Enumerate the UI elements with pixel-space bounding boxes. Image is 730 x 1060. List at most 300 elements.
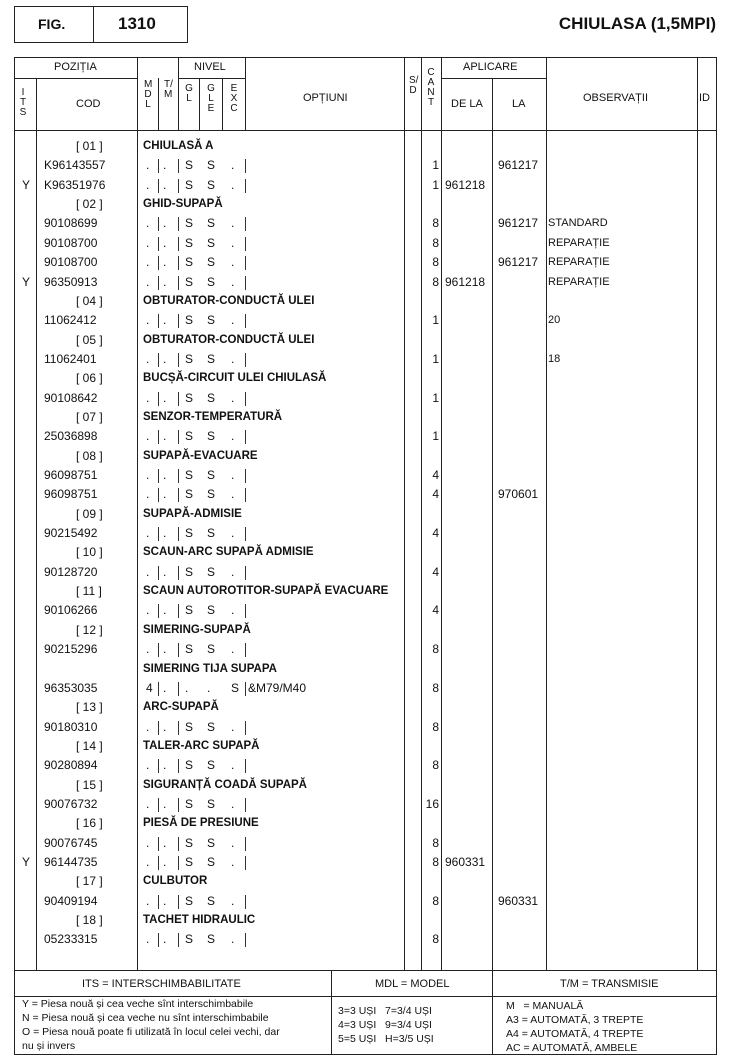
legend-its-line: nu și invers [22, 1040, 76, 1052]
tm-value: . [163, 758, 167, 773]
cell-divider [158, 856, 159, 870]
cant-value: 8 [432, 642, 439, 657]
part-code: 96098751 [44, 487, 98, 502]
cant-value: 1 [432, 429, 439, 444]
position-number: [ 14 ] [76, 738, 103, 753]
part-code: 90076745 [44, 835, 98, 850]
cant-value: 1 [432, 390, 439, 405]
cant-value: 8 [432, 893, 439, 908]
gle-value: S [207, 603, 216, 618]
cell-divider [178, 488, 179, 502]
tm-value: . [163, 158, 167, 173]
gle-value: S [207, 216, 216, 231]
cell-divider [245, 643, 246, 657]
gle-value: S [207, 313, 216, 328]
cell-divider [178, 430, 179, 444]
tm-value: . [163, 835, 167, 850]
mdl-value: . [146, 564, 150, 579]
part-code: 90409194 [44, 893, 98, 908]
group-name: SIMERING-SUPAPĂ [143, 623, 251, 636]
exc-value: . [231, 487, 235, 502]
mdl-value: . [146, 274, 150, 289]
exc-value: . [231, 313, 235, 328]
cell-divider [245, 798, 246, 812]
tm-value: . [163, 526, 167, 540]
legend-its-line: O = Piesa nouă poate fi utilizată în locul celei vechi, dar [22, 1026, 280, 1038]
mdl-value: . [146, 603, 150, 618]
group-name: SIMERING TIJA SUPAPA [143, 662, 277, 675]
cant-value: 8 [432, 835, 439, 850]
cell-divider [158, 837, 159, 851]
gl-value: S [185, 235, 194, 250]
header-sd: S/D [409, 75, 419, 96]
exc-value: . [231, 603, 235, 618]
position-number: [ 08 ] [76, 448, 103, 463]
group-name: SUPAPĂ-ADMISIE [143, 507, 242, 520]
position-number: [ 17 ] [76, 874, 103, 889]
mdl-value: . [146, 719, 150, 734]
obs-value: STANDARD [548, 217, 608, 230]
cell-divider [245, 237, 246, 251]
exc-value: . [231, 796, 235, 811]
cell-divider [178, 527, 179, 541]
position-number: [ 15 ] [76, 777, 103, 792]
tm-value: . [163, 855, 167, 869]
mdl-value: . [146, 796, 150, 811]
group-name: BUCȘĂ-CIRCUIT ULEI CHIULASĂ [143, 372, 327, 385]
gl-value: S [185, 390, 194, 405]
exc-value: S [231, 680, 240, 695]
legend-mdl-line: 3=3 UȘI 7=3/4 UȘI [338, 1005, 432, 1017]
exc-value: . [231, 158, 235, 173]
la-value: 970601 [498, 487, 539, 502]
legend-mdl-line: 4=3 UȘI 9=3/4 UȘI [338, 1019, 432, 1031]
gl-value: S [185, 855, 194, 869]
header-nivel: NIVEL [194, 61, 226, 73]
cell-divider [245, 217, 246, 231]
group-name: TACHET HIDRAULIC [143, 914, 256, 926]
header-exc: EXC [230, 83, 238, 114]
cant-value: 1 [432, 313, 439, 328]
mdl-value: . [146, 642, 150, 657]
gl-value: S [185, 758, 194, 773]
fig-number: 1310 [118, 14, 156, 33]
cell-divider [158, 682, 159, 696]
tm-value: . [163, 177, 167, 192]
de-la-value: 960331 [445, 855, 486, 869]
cell-divider [178, 353, 179, 367]
tm-value: . [163, 719, 167, 734]
legend-its-title: ITS = INTERSCHIMBABILITATE [82, 978, 241, 990]
header-mdl: MDL [144, 79, 153, 110]
tm-value: . [163, 216, 167, 231]
mdl-value: . [146, 313, 150, 328]
legend-mdl-line: 5=5 UȘI H=3/5 UȘI [338, 1033, 434, 1045]
gl-value: S [185, 158, 194, 173]
exc-value: . [231, 564, 235, 579]
gle-value: S [207, 526, 216, 540]
gl-value: S [185, 216, 194, 231]
part-code: 90128720 [44, 564, 98, 579]
cell-divider [245, 682, 246, 696]
cell-divider [245, 353, 246, 367]
la-value: 960331 [498, 893, 539, 908]
header-its: ITS [19, 87, 27, 118]
page-title: CHIULASA (1,5MPI) [558, 14, 716, 33]
legend-its-line: N = Piesa nouă și cea veche nu sînt interschimbabile [22, 1012, 269, 1024]
cell-divider [158, 276, 159, 290]
cell-divider [178, 566, 179, 580]
gl-value: S [185, 719, 194, 734]
part-code: K96351976 [44, 177, 106, 192]
gl-value: S [185, 468, 194, 482]
exc-value: . [231, 758, 235, 773]
exc-value: . [231, 177, 235, 192]
de-la-value: 961218 [445, 274, 486, 289]
tm-value: . [163, 680, 167, 695]
cell-divider [158, 353, 159, 367]
cell-divider [245, 392, 246, 406]
exc-value: . [231, 835, 235, 850]
gl-value: S [185, 835, 194, 850]
cell-divider [178, 895, 179, 909]
header-de-la: DE LA [451, 98, 483, 110]
mdl-value: . [146, 468, 150, 482]
option-value: &M79/M40 [248, 680, 307, 695]
cant-value: 4 [432, 487, 439, 502]
cell-divider [245, 256, 246, 270]
tm-value: . [163, 893, 167, 908]
cell-divider [158, 314, 159, 328]
part-code: 25036898 [44, 429, 98, 444]
cell-divider [158, 217, 159, 231]
cant-value: 8 [432, 932, 439, 947]
mdl-value: . [146, 177, 150, 192]
cell-divider [245, 721, 246, 735]
cell-divider [245, 837, 246, 851]
mdl-value: . [146, 429, 150, 444]
header-gl: GL [185, 83, 193, 104]
cell-divider [245, 604, 246, 618]
cant-value: 8 [432, 235, 439, 250]
cell-divider [158, 179, 159, 193]
cant-value: 4 [432, 564, 439, 579]
cell-divider [158, 488, 159, 502]
its-value: Y [22, 274, 31, 289]
exc-value: . [231, 235, 235, 250]
part-code: 90108642 [44, 390, 98, 405]
cell-divider [245, 314, 246, 328]
cell-divider [158, 527, 159, 541]
cant-value: 8 [432, 680, 439, 695]
gl-value: S [185, 564, 194, 579]
header-cod: COD [76, 98, 101, 110]
part-code: 90108700 [44, 235, 98, 250]
mdl-value: . [146, 932, 150, 947]
position-number: [ 11 ] [76, 584, 102, 598]
header-id: ID [699, 92, 710, 104]
part-code: 11062401 [44, 351, 97, 366]
gl-value: S [185, 603, 194, 618]
cell-divider [158, 566, 159, 580]
group-name: SCAUN AUTOROTITOR-SUPAPĂ EVACUARE [143, 585, 389, 597]
exc-value: . [231, 351, 235, 366]
cell-divider [178, 604, 179, 618]
cell-divider [158, 643, 159, 657]
cell-divider [245, 759, 246, 773]
cell-divider [158, 392, 159, 406]
legend-tm-title: T/M = TRANSMISIE [560, 978, 659, 990]
gle-value: S [207, 487, 216, 502]
group-name: OBTURATOR-CONDUCTĂ ULEI [143, 333, 315, 346]
part-code: 96353035 [44, 680, 98, 695]
tm-value: . [163, 932, 167, 947]
part-code: 96144735 [44, 855, 98, 869]
cell-divider [178, 392, 179, 406]
tm-value: . [163, 274, 167, 289]
position-number: [ 02 ] [76, 197, 103, 212]
cell-divider [178, 682, 179, 696]
gle-value: S [207, 564, 216, 579]
cell-divider [245, 430, 246, 444]
position-number: [ 07 ] [76, 409, 103, 424]
group-name: ARC-SUPAPĂ [143, 701, 219, 714]
position-number: [ 05 ] [76, 332, 103, 347]
tm-value: . [163, 468, 167, 482]
gle-value: S [207, 274, 216, 289]
cant-value: 8 [432, 719, 439, 734]
cant-value: 1 [432, 177, 439, 192]
mdl-value: 4 [146, 680, 153, 695]
tm-value: . [163, 255, 167, 270]
legend-tm-line: A4 = AUTOMATĂ, 4 TREPTE [506, 1028, 644, 1040]
gle-value: S [207, 642, 216, 657]
part-code: 90108699 [44, 216, 98, 231]
cant-value: 8 [432, 255, 439, 270]
tm-value: . [163, 564, 167, 579]
cell-divider [178, 256, 179, 270]
cell-divider [158, 721, 159, 735]
tm-value: . [163, 235, 167, 250]
cell-divider [178, 643, 179, 657]
exc-value: . [231, 390, 235, 405]
gle-value: S [207, 177, 216, 192]
fig-label: FIG. [38, 16, 66, 32]
mdl-value: . [146, 758, 150, 773]
cell-divider [245, 856, 246, 870]
obs-value: REPARAȚIE [548, 236, 610, 249]
position-number: [ 09 ] [76, 506, 103, 521]
exc-value: . [231, 526, 235, 540]
header-observatii: OBSERVAȚII [583, 92, 649, 104]
tm-value: . [163, 351, 167, 366]
cant-value: 1 [432, 351, 439, 366]
position-number: [ 01 ] [76, 139, 103, 153]
mdl-value: . [146, 235, 150, 250]
mdl-value: . [146, 835, 150, 850]
cell-divider [245, 179, 246, 193]
cell-divider [245, 527, 246, 541]
exc-value: . [231, 468, 235, 482]
cell-divider [178, 159, 179, 173]
gl-value: S [185, 487, 194, 502]
cell-divider [178, 469, 179, 483]
legend-tm-line: M = MANUALĂ [506, 1000, 584, 1012]
cell-divider [178, 237, 179, 251]
part-code: 90180310 [44, 719, 98, 734]
cell-divider [158, 604, 159, 618]
gl-value: S [185, 932, 194, 947]
exc-value: . [231, 429, 235, 444]
gl-value: S [185, 526, 194, 540]
exc-value: . [231, 855, 235, 869]
header-pozitia: POZIȚIA [54, 61, 97, 73]
de-la-value: 961218 [445, 177, 486, 192]
cell-divider [178, 798, 179, 812]
mdl-value: . [146, 158, 150, 173]
part-code: 90108700 [44, 255, 98, 270]
cell-divider [178, 721, 179, 735]
group-name: CULBUTOR [143, 875, 208, 888]
cell-divider [245, 469, 246, 483]
tm-value: . [163, 313, 167, 328]
gle-value: S [207, 429, 216, 444]
legend-its-line: Y = Piesa nouă și cea veche sînt interschimbabile [22, 998, 254, 1010]
legend-tm-line: A3 = AUTOMATĂ, 3 TREPTE [506, 1014, 644, 1026]
part-code: 90215296 [44, 642, 98, 657]
cell-divider [245, 933, 246, 947]
part-code: 11062412 [44, 313, 97, 328]
gle-value: S [207, 158, 216, 173]
gl-value: S [185, 796, 194, 811]
gle-value: S [207, 893, 216, 908]
cant-value: 8 [432, 758, 439, 773]
header-cant: CANT [427, 67, 435, 108]
cant-value: 1 [432, 158, 439, 173]
gl-value: S [185, 274, 194, 289]
cant-value: 4 [432, 468, 439, 482]
exc-value: . [231, 274, 235, 289]
cant-value: 8 [432, 216, 439, 231]
gle-value: S [207, 390, 216, 405]
group-name: CHIULASĂ A [143, 140, 214, 152]
gl-value: S [185, 642, 194, 657]
gle-value: S [207, 468, 216, 482]
group-name: GHID-SUPAPĂ [143, 198, 223, 211]
position-number: [ 04 ] [76, 293, 103, 308]
cell-divider [158, 895, 159, 909]
exc-value: . [231, 893, 235, 908]
part-code: 90215492 [44, 526, 98, 540]
mdl-value: . [146, 351, 150, 366]
header-tm: T/M [164, 79, 173, 100]
mdl-value: . [146, 390, 150, 405]
gle-value: . [207, 680, 211, 695]
cell-divider [178, 837, 179, 851]
mdl-value: . [146, 216, 150, 231]
cell-divider [245, 159, 246, 173]
gl-value: S [185, 429, 194, 444]
tm-value: . [163, 487, 167, 502]
part-code: 96098751 [44, 468, 98, 482]
cell-divider [178, 933, 179, 947]
cell-divider [178, 759, 179, 773]
group-name: SUPAPĂ-EVACUARE [143, 449, 258, 462]
gle-value: S [207, 235, 216, 250]
part-code: K96143557 [44, 158, 106, 173]
exc-value: . [231, 255, 235, 270]
cell-divider [158, 237, 159, 251]
exc-value: . [231, 932, 235, 947]
position-number: [ 10 ] [76, 545, 103, 560]
cell-divider [158, 469, 159, 483]
position-number: [ 12 ] [76, 622, 103, 637]
la-value: 961217 [498, 216, 539, 231]
group-name: SCAUN-ARC SUPAPĂ ADMISIE [143, 546, 314, 559]
mdl-value: . [146, 526, 150, 540]
gle-value: S [207, 351, 216, 366]
position-number: [ 06 ] [76, 371, 103, 386]
part-code: 90106266 [44, 603, 98, 618]
mdl-value: . [146, 855, 150, 869]
part-code: 90076732 [44, 796, 98, 811]
obs-value: REPARAȚIE [548, 256, 610, 269]
cell-divider [245, 566, 246, 580]
header-la: LA [512, 98, 526, 110]
cant-value: 8 [432, 855, 439, 869]
its-value: Y [22, 855, 31, 869]
gle-value: S [207, 796, 216, 811]
gle-value: S [207, 835, 216, 850]
gl-value: S [185, 255, 194, 270]
gl-value: S [185, 893, 194, 908]
cell-divider [158, 256, 159, 270]
group-name: SENZOR-TEMPERATURĂ [143, 410, 283, 423]
position-number: [ 13 ] [76, 700, 103, 715]
parts-table [14, 57, 717, 1055]
cant-value: 8 [432, 274, 439, 289]
cell-divider [178, 856, 179, 870]
gle-value: S [207, 255, 216, 270]
group-name: PIESĂ DE PRESIUNE [143, 817, 259, 830]
part-code: 90280894 [44, 758, 98, 773]
cell-divider [158, 159, 159, 173]
gl-value: S [185, 177, 194, 192]
tm-value: . [163, 642, 167, 657]
tm-value: . [163, 390, 167, 405]
cell-divider [158, 933, 159, 947]
header-aplicare: APLICARE [463, 61, 518, 73]
cell-divider [158, 798, 159, 812]
cell-divider [245, 488, 246, 502]
obs-value: 18 [548, 352, 561, 365]
la-value: 961217 [498, 255, 539, 270]
cell-divider [245, 276, 246, 290]
cell-divider [158, 430, 159, 444]
mdl-value: . [146, 255, 150, 270]
group-name: SIGURANȚĂ COADĂ SUPAPĂ [143, 778, 307, 791]
gl-value: S [185, 313, 194, 328]
tm-value: . [163, 796, 167, 811]
gle-value: S [207, 855, 216, 869]
obs-value: REPARAȚIE [548, 275, 610, 288]
cell-divider [178, 217, 179, 231]
header-gle: GLE [207, 83, 215, 114]
header-optiuni: OPȚIUNI [303, 92, 348, 104]
tm-value: . [163, 429, 167, 444]
cant-value: 4 [432, 526, 439, 540]
cell-divider [245, 895, 246, 909]
